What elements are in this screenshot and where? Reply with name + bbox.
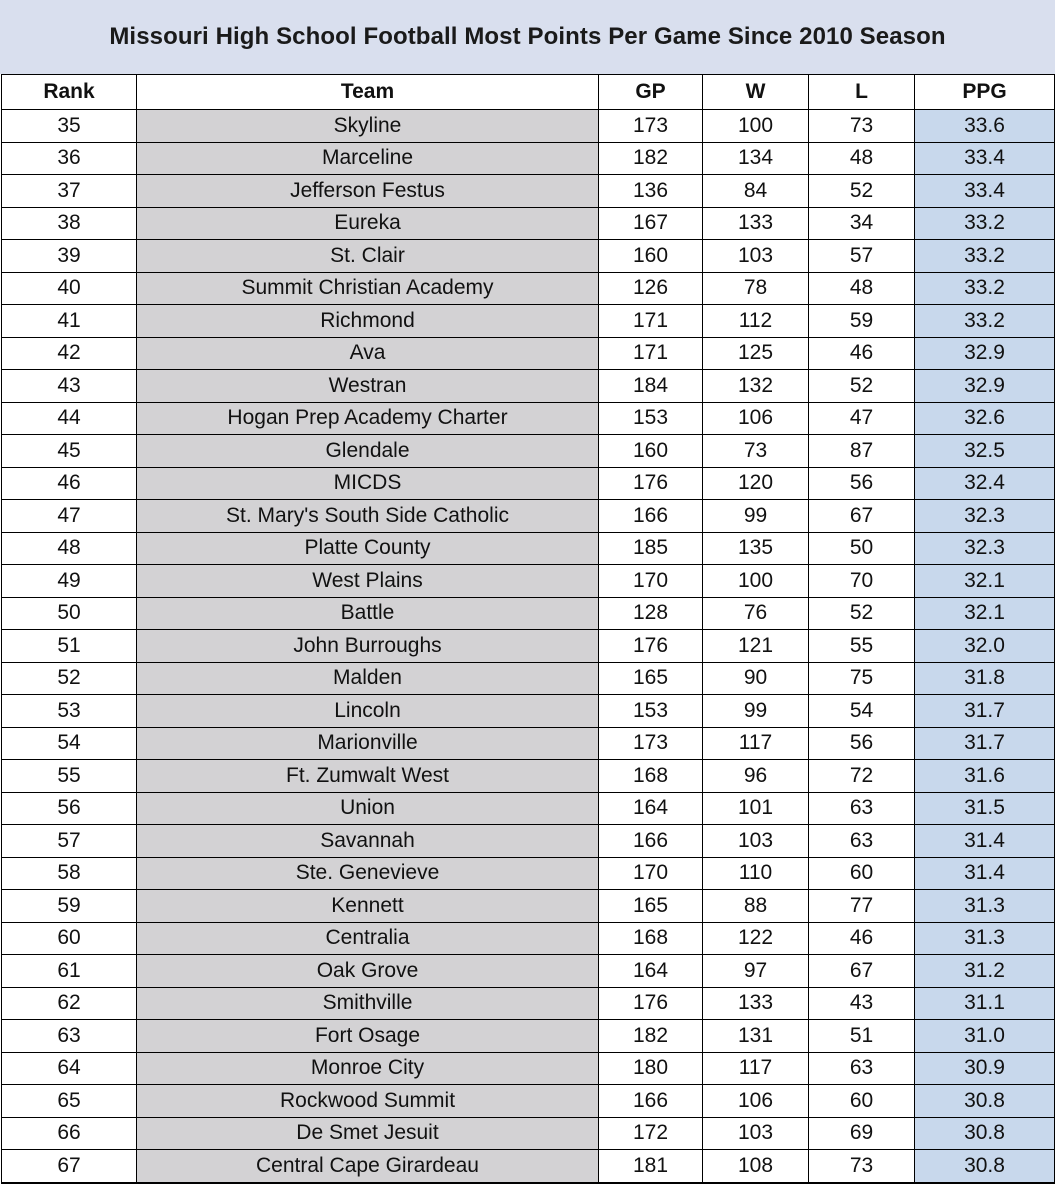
gp-cell: 168 xyxy=(599,760,703,793)
gp-cell: 171 xyxy=(599,337,703,370)
losses-cell: 52 xyxy=(809,370,915,403)
wins-cell: 134 xyxy=(703,142,809,175)
ppg-cell: 33.6 xyxy=(915,110,1055,143)
team-cell: Oak Grove xyxy=(137,955,599,988)
team-cell: St. Clair xyxy=(137,240,599,273)
wins-cell: 125 xyxy=(703,337,809,370)
ppg-cell: 31.0 xyxy=(915,1020,1055,1053)
wins-cell: 133 xyxy=(703,207,809,240)
losses-cell: 77 xyxy=(809,890,915,923)
gp-cell: 164 xyxy=(599,792,703,825)
team-cell: Central Cape Girardeau xyxy=(137,1150,599,1183)
rank-cell: 41 xyxy=(2,305,137,338)
losses-cell: 34 xyxy=(809,207,915,240)
table-row xyxy=(2,532,1055,565)
team-cell: St. Mary's South Side Catholic xyxy=(137,500,599,533)
table-row xyxy=(2,597,1055,630)
gp-cell: 182 xyxy=(599,142,703,175)
team-cell: Ava xyxy=(137,337,599,370)
table-row xyxy=(2,987,1055,1020)
column-header-team: Team xyxy=(137,75,599,110)
losses-cell: 60 xyxy=(809,857,915,890)
ppg-cell: 33.2 xyxy=(915,207,1055,240)
team-cell: Centralia xyxy=(137,922,599,955)
losses-cell: 72 xyxy=(809,760,915,793)
rank-cell: 40 xyxy=(2,272,137,305)
table-row xyxy=(2,955,1055,988)
table-row xyxy=(2,467,1055,500)
table-row xyxy=(2,240,1055,273)
ppg-cell: 33.4 xyxy=(915,142,1055,175)
team-cell: Ste. Genevieve xyxy=(137,857,599,890)
table-row xyxy=(2,792,1055,825)
gp-cell: 181 xyxy=(599,1150,703,1183)
team-cell: John Burroughs xyxy=(137,630,599,663)
column-header-rank: Rank xyxy=(2,75,137,110)
losses-cell: 51 xyxy=(809,1020,915,1053)
wins-cell: 135 xyxy=(703,532,809,565)
gp-cell: 176 xyxy=(599,467,703,500)
rank-cell: 42 xyxy=(2,337,137,370)
gp-cell: 182 xyxy=(599,1020,703,1053)
wins-cell: 103 xyxy=(703,1117,809,1150)
ppg-cell: 32.6 xyxy=(915,402,1055,435)
table-row xyxy=(2,435,1055,468)
gp-cell: 184 xyxy=(599,370,703,403)
wins-cell: 97 xyxy=(703,955,809,988)
table-body xyxy=(2,110,1055,1183)
losses-cell: 75 xyxy=(809,662,915,695)
wins-cell: 110 xyxy=(703,857,809,890)
gp-cell: 166 xyxy=(599,825,703,858)
wins-cell: 88 xyxy=(703,890,809,923)
table-row xyxy=(2,142,1055,175)
ppg-cell: 32.9 xyxy=(915,370,1055,403)
ppg-cell: 33.4 xyxy=(915,175,1055,208)
table-row xyxy=(2,500,1055,533)
ppg-cell: 30.8 xyxy=(915,1150,1055,1183)
gp-cell: 173 xyxy=(599,110,703,143)
table-row xyxy=(2,207,1055,240)
team-cell: Skyline xyxy=(137,110,599,143)
page-title: Missouri High School Football Most Points Per Game Since 2010 Season xyxy=(109,23,946,50)
column-header-l: L xyxy=(809,75,915,110)
wins-cell: 117 xyxy=(703,1052,809,1085)
gp-cell: 170 xyxy=(599,565,703,598)
ppg-cell: 31.4 xyxy=(915,857,1055,890)
rank-cell: 62 xyxy=(2,987,137,1020)
wins-cell: 133 xyxy=(703,987,809,1020)
rank-cell: 45 xyxy=(2,435,137,468)
table-row xyxy=(2,760,1055,793)
table-row xyxy=(2,695,1055,728)
gp-cell: 165 xyxy=(599,890,703,923)
table-header xyxy=(2,75,1055,110)
team-cell: Hogan Prep Academy Charter xyxy=(137,402,599,435)
column-header-gp: GP xyxy=(599,75,703,110)
ppg-cell: 30.9 xyxy=(915,1052,1055,1085)
wins-cell: 99 xyxy=(703,500,809,533)
gp-cell: 172 xyxy=(599,1117,703,1150)
gp-cell: 165 xyxy=(599,662,703,695)
team-cell: Smithville xyxy=(137,987,599,1020)
team-cell: Eureka xyxy=(137,207,599,240)
team-cell: Marionville xyxy=(137,727,599,760)
team-cell: Battle xyxy=(137,597,599,630)
table-row xyxy=(2,1020,1055,1053)
wins-cell: 99 xyxy=(703,695,809,728)
rank-cell: 58 xyxy=(2,857,137,890)
gp-cell: 170 xyxy=(599,857,703,890)
rank-cell: 64 xyxy=(2,1052,137,1085)
team-cell: Platte County xyxy=(137,532,599,565)
gp-cell: 167 xyxy=(599,207,703,240)
rank-cell: 56 xyxy=(2,792,137,825)
wins-cell: 101 xyxy=(703,792,809,825)
ppg-cell: 33.2 xyxy=(915,272,1055,305)
ppg-cell: 32.3 xyxy=(915,532,1055,565)
table-row xyxy=(2,1085,1055,1118)
losses-cell: 48 xyxy=(809,142,915,175)
table-row xyxy=(2,1150,1055,1183)
team-cell: Kennett xyxy=(137,890,599,923)
gp-cell: 153 xyxy=(599,695,703,728)
team-cell: Rockwood Summit xyxy=(137,1085,599,1118)
losses-cell: 59 xyxy=(809,305,915,338)
losses-cell: 63 xyxy=(809,825,915,858)
rank-cell: 44 xyxy=(2,402,137,435)
wins-cell: 108 xyxy=(703,1150,809,1183)
losses-cell: 52 xyxy=(809,597,915,630)
gp-cell: 171 xyxy=(599,305,703,338)
team-cell: Savannah xyxy=(137,825,599,858)
rank-cell: 43 xyxy=(2,370,137,403)
losses-cell: 87 xyxy=(809,435,915,468)
team-cell: Marceline xyxy=(137,142,599,175)
table-row xyxy=(2,565,1055,598)
ppg-cell: 30.8 xyxy=(915,1085,1055,1118)
rank-cell: 57 xyxy=(2,825,137,858)
losses-cell: 54 xyxy=(809,695,915,728)
losses-cell: 56 xyxy=(809,727,915,760)
losses-cell: 63 xyxy=(809,1052,915,1085)
table-row xyxy=(2,922,1055,955)
losses-cell: 67 xyxy=(809,500,915,533)
rank-cell: 37 xyxy=(2,175,137,208)
ppg-cell: 32.9 xyxy=(915,337,1055,370)
table-row xyxy=(2,110,1055,143)
losses-cell: 55 xyxy=(809,630,915,663)
rank-cell: 51 xyxy=(2,630,137,663)
rankings-table xyxy=(1,74,1055,1184)
team-cell: Westran xyxy=(137,370,599,403)
losses-cell: 73 xyxy=(809,110,915,143)
gp-cell: 160 xyxy=(599,240,703,273)
rank-cell: 55 xyxy=(2,760,137,793)
losses-cell: 63 xyxy=(809,792,915,825)
column-header-ppg: PPG xyxy=(915,75,1055,110)
table-row xyxy=(2,305,1055,338)
ppg-cell: 31.6 xyxy=(915,760,1055,793)
team-cell: Summit Christian Academy xyxy=(137,272,599,305)
table-row xyxy=(2,370,1055,403)
rank-cell: 67 xyxy=(2,1150,137,1183)
losses-cell: 52 xyxy=(809,175,915,208)
table-row xyxy=(2,890,1055,923)
losses-cell: 43 xyxy=(809,987,915,1020)
wins-cell: 131 xyxy=(703,1020,809,1053)
gp-cell: 176 xyxy=(599,630,703,663)
team-cell: Union xyxy=(137,792,599,825)
losses-cell: 73 xyxy=(809,1150,915,1183)
ppg-cell: 32.5 xyxy=(915,435,1055,468)
rank-cell: 53 xyxy=(2,695,137,728)
table-row xyxy=(2,272,1055,305)
gp-cell: 166 xyxy=(599,500,703,533)
rank-cell: 54 xyxy=(2,727,137,760)
ppg-cell: 32.3 xyxy=(915,500,1055,533)
title-bar xyxy=(0,0,1055,74)
ppg-cell: 33.2 xyxy=(915,240,1055,273)
team-cell: Fort Osage xyxy=(137,1020,599,1053)
wins-cell: 106 xyxy=(703,1085,809,1118)
losses-cell: 48 xyxy=(809,272,915,305)
ppg-cell: 32.1 xyxy=(915,565,1055,598)
gp-cell: 173 xyxy=(599,727,703,760)
wins-cell: 132 xyxy=(703,370,809,403)
gp-cell: 164 xyxy=(599,955,703,988)
losses-cell: 60 xyxy=(809,1085,915,1118)
rank-cell: 66 xyxy=(2,1117,137,1150)
gp-cell: 126 xyxy=(599,272,703,305)
wins-cell: 117 xyxy=(703,727,809,760)
ppg-cell: 31.1 xyxy=(915,987,1055,1020)
table-row xyxy=(2,727,1055,760)
rank-cell: 59 xyxy=(2,890,137,923)
rank-cell: 60 xyxy=(2,922,137,955)
rank-cell: 35 xyxy=(2,110,137,143)
losses-cell: 47 xyxy=(809,402,915,435)
losses-cell: 56 xyxy=(809,467,915,500)
rank-cell: 36 xyxy=(2,142,137,175)
table-row xyxy=(2,337,1055,370)
ppg-cell: 31.3 xyxy=(915,890,1055,923)
gp-cell: 166 xyxy=(599,1085,703,1118)
ppg-cell: 31.3 xyxy=(915,922,1055,955)
ppg-cell: 31.8 xyxy=(915,662,1055,695)
column-header-w: W xyxy=(703,75,809,110)
team-cell: Lincoln xyxy=(137,695,599,728)
team-cell: Malden xyxy=(137,662,599,695)
gp-cell: 153 xyxy=(599,402,703,435)
table-row xyxy=(2,402,1055,435)
losses-cell: 70 xyxy=(809,565,915,598)
team-cell: West Plains xyxy=(137,565,599,598)
wins-cell: 100 xyxy=(703,110,809,143)
losses-cell: 46 xyxy=(809,922,915,955)
rank-cell: 63 xyxy=(2,1020,137,1053)
wins-cell: 121 xyxy=(703,630,809,663)
wins-cell: 96 xyxy=(703,760,809,793)
wins-cell: 84 xyxy=(703,175,809,208)
table-row xyxy=(2,857,1055,890)
wins-cell: 120 xyxy=(703,467,809,500)
table-row xyxy=(2,662,1055,695)
gp-cell: 168 xyxy=(599,922,703,955)
ppg-cell: 32.1 xyxy=(915,597,1055,630)
rank-cell: 39 xyxy=(2,240,137,273)
wins-cell: 103 xyxy=(703,240,809,273)
rank-cell: 52 xyxy=(2,662,137,695)
losses-cell: 69 xyxy=(809,1117,915,1150)
table-row xyxy=(2,1117,1055,1150)
wins-cell: 100 xyxy=(703,565,809,598)
ppg-cell: 30.8 xyxy=(915,1117,1055,1150)
rank-cell: 61 xyxy=(2,955,137,988)
gp-cell: 180 xyxy=(599,1052,703,1085)
team-cell: Glendale xyxy=(137,435,599,468)
ppg-cell: 32.4 xyxy=(915,467,1055,500)
table-row xyxy=(2,175,1055,208)
losses-cell: 57 xyxy=(809,240,915,273)
rank-cell: 50 xyxy=(2,597,137,630)
ppg-cell: 31.7 xyxy=(915,695,1055,728)
ppg-cell: 32.0 xyxy=(915,630,1055,663)
losses-cell: 67 xyxy=(809,955,915,988)
team-cell: Monroe City xyxy=(137,1052,599,1085)
gp-cell: 176 xyxy=(599,987,703,1020)
wins-cell: 103 xyxy=(703,825,809,858)
team-cell: Ft. Zumwalt West xyxy=(137,760,599,793)
rank-cell: 47 xyxy=(2,500,137,533)
header-row xyxy=(2,75,1055,110)
wins-cell: 106 xyxy=(703,402,809,435)
losses-cell: 50 xyxy=(809,532,915,565)
wins-cell: 73 xyxy=(703,435,809,468)
rank-cell: 49 xyxy=(2,565,137,598)
ppg-cell: 31.2 xyxy=(915,955,1055,988)
team-cell: Jefferson Festus xyxy=(137,175,599,208)
gp-cell: 136 xyxy=(599,175,703,208)
gp-cell: 185 xyxy=(599,532,703,565)
ppg-cell: 31.7 xyxy=(915,727,1055,760)
rank-cell: 48 xyxy=(2,532,137,565)
losses-cell: 46 xyxy=(809,337,915,370)
table-row xyxy=(2,1052,1055,1085)
wins-cell: 78 xyxy=(703,272,809,305)
ppg-cell: 31.4 xyxy=(915,825,1055,858)
rank-cell: 65 xyxy=(2,1085,137,1118)
ppg-cell: 31.5 xyxy=(915,792,1055,825)
gp-cell: 128 xyxy=(599,597,703,630)
ppg-cell: 33.2 xyxy=(915,305,1055,338)
rank-cell: 38 xyxy=(2,207,137,240)
rank-cell: 46 xyxy=(2,467,137,500)
gp-cell: 160 xyxy=(599,435,703,468)
wins-cell: 122 xyxy=(703,922,809,955)
team-cell: De Smet Jesuit xyxy=(137,1117,599,1150)
team-cell: MICDS xyxy=(137,467,599,500)
table-row xyxy=(2,630,1055,663)
wins-cell: 76 xyxy=(703,597,809,630)
table-row xyxy=(2,825,1055,858)
wins-cell: 112 xyxy=(703,305,809,338)
wins-cell: 90 xyxy=(703,662,809,695)
team-cell: Richmond xyxy=(137,305,599,338)
